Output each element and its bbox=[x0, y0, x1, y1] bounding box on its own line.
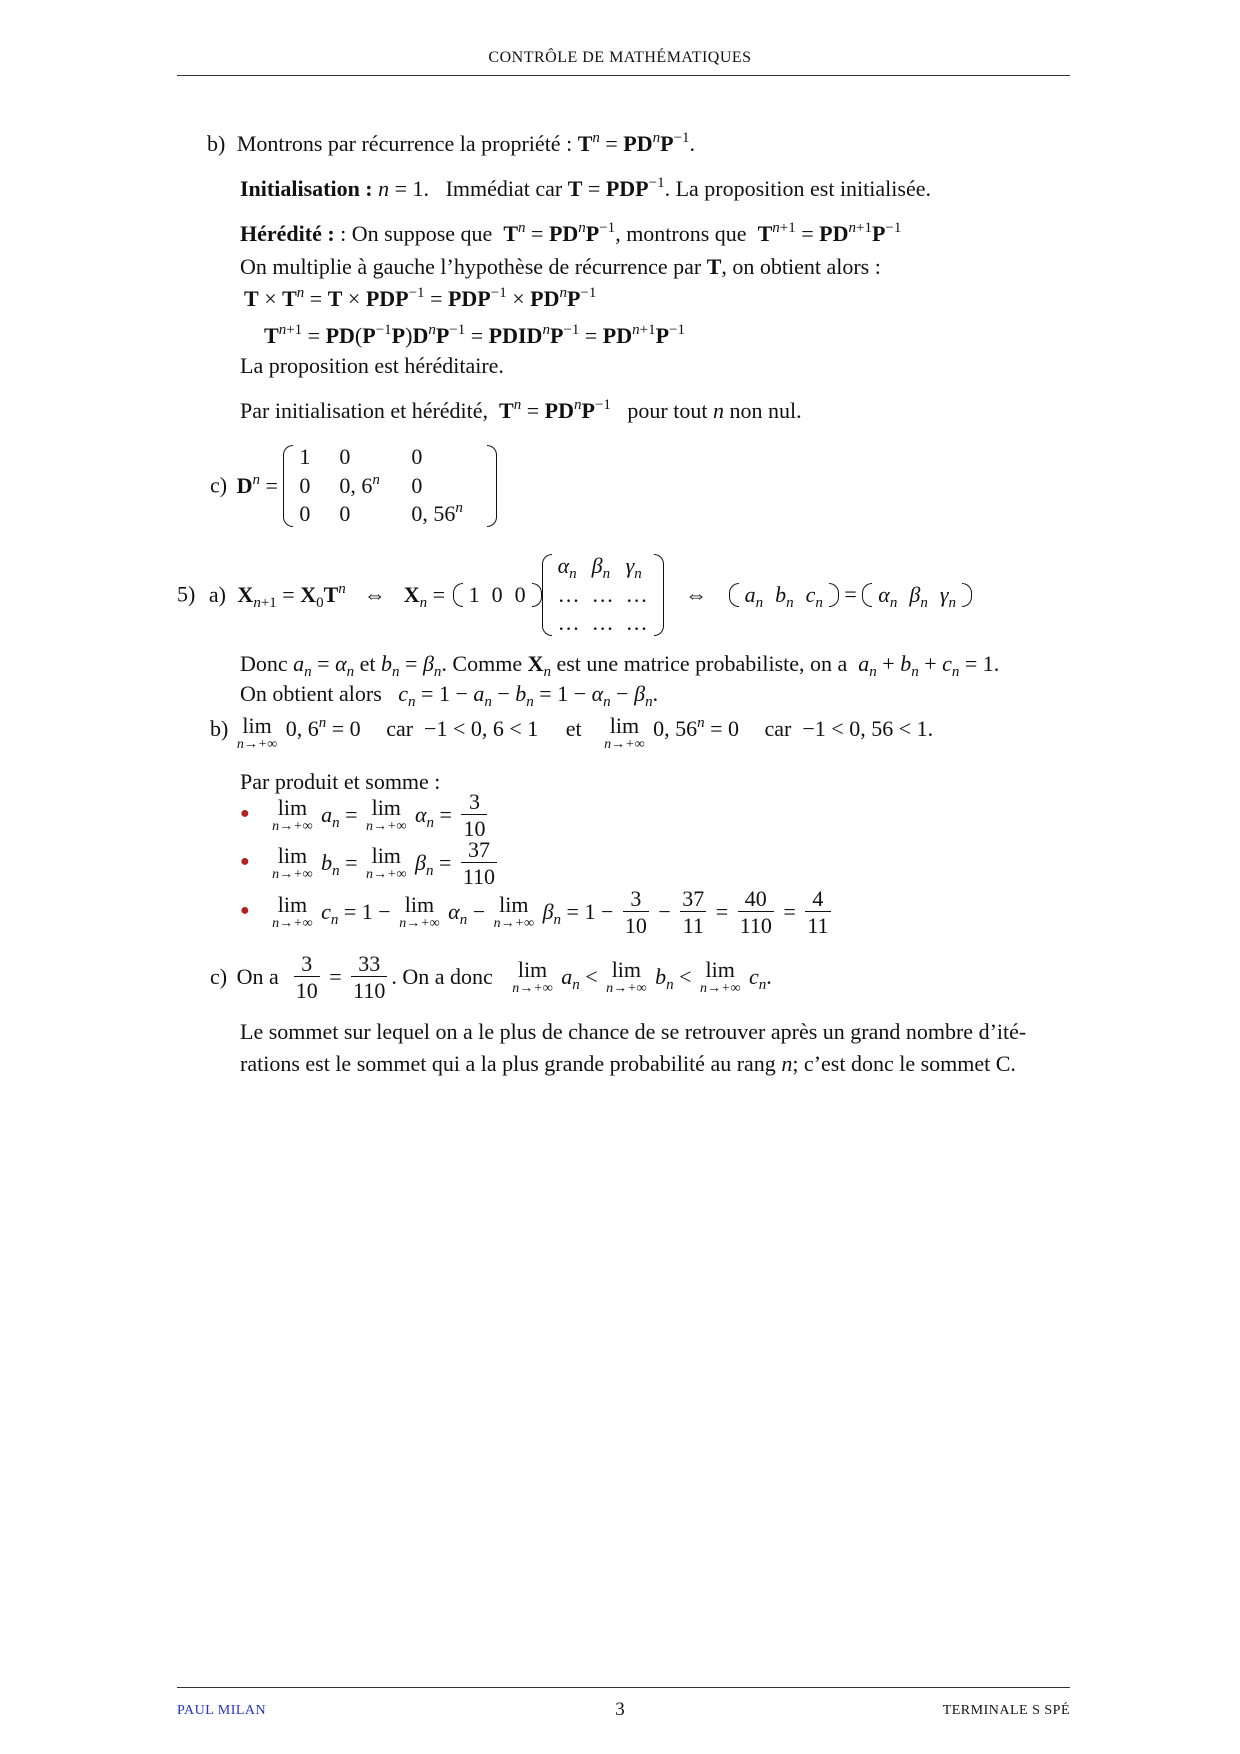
bullet-lim-b: ● lim n→+∞ $b_n$ = lim n→+∞ $\beta_n$ = $\frac{37}{110}$ bbox=[240, 837, 496, 890]
fraction-40-110: $\frac{40}{110}$ bbox=[739, 886, 772, 939]
multiply-end: , on obtient alors : bbox=[721, 254, 881, 279]
q5c-text-1: On a bbox=[236, 963, 279, 989]
bullet-icon: ● bbox=[240, 805, 250, 823]
donc-part-1: Donc bbox=[240, 651, 288, 676]
q5a-line: 5) a) $X_{n+1} = X_0T^n$ ⇔ $X_n$ = 1 0 0 $\alpha_n$ $\beta_n$ $\gamma_n$ … … … … … … ⇔ $a_n$ $b_n$ $c_n$ = $\alpha_n$ $\beta_n$ $\gamma_n$ bbox=[177, 552, 972, 638]
row-vector-alpha-beta-gamma: $\alpha_n$ $\beta_n$ $\gamma_n$ bbox=[862, 581, 972, 610]
lim-operator: lim n→+∞ bbox=[236, 713, 278, 752]
q5b-label: b) bbox=[210, 716, 229, 741]
lim-operator: lim n→+∞ bbox=[366, 794, 407, 834]
q5a-label: a) bbox=[208, 581, 226, 607]
matrix-dn: 1 0 0 0 0, 6$^n$ 0 0 0 0, 56$^n$ bbox=[283, 443, 497, 529]
car-word: car bbox=[386, 716, 414, 741]
dn-cell: 0 bbox=[411, 444, 423, 469]
matrix-tn: $\alpha_n$ $\beta_n$ $\gamma_n$ … … … … … … bbox=[542, 552, 664, 638]
lim-operator: lim n→+∞ bbox=[399, 891, 440, 931]
formula-tn-pdnp: $T^n = PD^nP^{-1}$. bbox=[577, 130, 696, 156]
heredite-label: Hérédité : bbox=[240, 221, 335, 246]
dots: … bbox=[625, 610, 648, 636]
lim-operator: lim n→+∞ bbox=[272, 794, 313, 834]
by-product-line: Par produit et somme : bbox=[240, 769, 441, 794]
q5c-line: c) On a $\frac{3}{10}$ = $\frac{33}{110}$ . On a donc lim n→+∞ $a_n$ < lim n→+∞ $b_n$ < lim n→+∞ $c_n$. bbox=[210, 951, 772, 1004]
initialisation-label: Initialisation : bbox=[240, 176, 373, 201]
donc-line: Donc $a_n = \alpha_n$ et $b_n = \beta_n$. Comme $X_n$ est une matrice probabiliste, on a $a_n + b_n + c_n = 1$. bbox=[240, 651, 1000, 680]
lim-operator: lim n→+∞ bbox=[493, 891, 535, 931]
dn-cell: 0 bbox=[299, 472, 311, 498]
donc-part-3: . Comme bbox=[441, 651, 523, 676]
bullet-lim-a: ● lim n→+∞ $a_n$ = lim n→+∞ $\alpha_n$ = $\frac{3}{10}$ bbox=[240, 789, 486, 842]
multiply-line: On multiplie à gauche l’hypothèse de récurrence par T, on obtient alors : bbox=[240, 254, 881, 279]
dn-cell: 0 bbox=[339, 444, 351, 469]
final-line-2-end: ; c’est donc le sommet C. bbox=[792, 1051, 1016, 1076]
fraction-3-10: $\frac{3}{10}$ bbox=[463, 789, 486, 842]
obtain-line: On obtient alors $c_n = 1 - a_n - b_n = 1 - \alpha_n - \beta_n$. bbox=[240, 681, 659, 710]
dn-cell: 0 bbox=[339, 501, 351, 527]
bullet-lim-c: ● lim n→+∞ $c_n = 1$ − lim n→+∞ $\alpha_n$ − lim n→+∞ $\beta_n = 1$ − $\frac{3}{10}$ − $\frac{37}{11}$ = $\frac{40}{110}$ = $\frac{4}{11}$ bbox=[240, 886, 829, 939]
bullet-icon: ● bbox=[240, 902, 250, 920]
x0-cell: 1 bbox=[468, 581, 480, 607]
dn-cell: 0, 56 bbox=[411, 501, 456, 527]
hereditary-line: La proposition est héréditaire. bbox=[240, 353, 504, 378]
heredite-line: Hérédité : : On suppose que $T^n = PD^nP^{-1}$, montrons que $T^{n+1} = PD^{n+1}P^{-1}$ bbox=[240, 220, 902, 246]
equation-line-2: $T^{n+1} = PD(P^{-1}P)D^nP^{-1}$ = $PDID^nP^{-1} = PD^{n+1}P^{-1}$ bbox=[264, 322, 686, 348]
donc-part-2: et bbox=[359, 651, 376, 676]
final-line-1: Le sommet sur lequel on a le plus de chance de se retrouver après un grand nombre d’ité- bbox=[240, 1019, 1027, 1044]
dn-cell: 0 bbox=[299, 501, 311, 527]
fraction-37-11: $\frac{37}{11}$ bbox=[682, 886, 705, 939]
dots: … bbox=[625, 581, 648, 607]
part-c-matrix-line: c) $D^n$ = 1 0 0 0 0, 6$^n$ 0 0 0 0, 56$^n$ bbox=[210, 443, 497, 529]
x0-cell: 0 bbox=[514, 581, 526, 607]
car-word: car bbox=[764, 716, 792, 741]
lim-operator: lim n→+∞ bbox=[366, 842, 407, 882]
final-line-2: rations est le sommet qui a la plus grande probabilité au rang n; c’est donc le sommet C. bbox=[240, 1051, 1016, 1076]
lim-operator: lim n→+∞ bbox=[512, 956, 553, 996]
lim-operator: lim n→+∞ bbox=[606, 956, 647, 996]
lim-operator: lim n→+∞ bbox=[272, 891, 313, 931]
conclusion-line: Par initialisation et hérédité, $T^n = PD^nP^{-1}$ pour tout n non nul. bbox=[240, 397, 802, 423]
q5c-label: c) bbox=[210, 963, 228, 989]
fraction-3-10: $\frac{3}{10}$ bbox=[295, 951, 318, 1004]
equation-line-1: $T \times T^n = T \times PDP^{-1} = PDP^{-1} \times PD^nP^{-1}$ bbox=[244, 285, 597, 311]
lim-operator: lim n→+∞ bbox=[272, 842, 313, 882]
q5c-text-2: . On a donc bbox=[391, 963, 493, 989]
donc-part-4: est une matrice probabiliste, on a bbox=[556, 651, 848, 676]
fraction-3-10: $\frac{3}{10}$ bbox=[624, 886, 647, 939]
q5-number: 5) bbox=[177, 581, 196, 607]
part-b-label: b) bbox=[207, 131, 226, 156]
dots: … bbox=[591, 581, 614, 607]
heredite-show: , montrons que bbox=[615, 221, 747, 246]
dn-cell: 1 bbox=[299, 444, 311, 469]
multiply-text: On multiplie à gauche l’hypothèse de récurrence par bbox=[240, 254, 702, 279]
part-c-label: c) bbox=[210, 472, 228, 498]
initialisation-conclusion: . La proposition est initialisée. bbox=[664, 176, 931, 201]
part-b-intro: Montrons par récurrence la propriété : bbox=[236, 131, 573, 156]
dots: … bbox=[557, 610, 580, 636]
footer-author: PAUL MILAN bbox=[177, 1703, 267, 1718]
footer-class: TERMINALE S SPÉ bbox=[942, 1703, 1070, 1718]
fraction-4-11: $\frac{4}{11}$ bbox=[807, 886, 829, 939]
bullet-icon: ● bbox=[240, 853, 250, 871]
footer-page-number: 3 bbox=[615, 1699, 625, 1720]
x0-cell: 0 bbox=[491, 581, 503, 607]
conclusion-part-1: Par initialisation et hérédité, bbox=[240, 398, 489, 423]
part-b-statement bbox=[207, 130, 695, 159]
heredite-text: : On suppose que bbox=[340, 221, 493, 246]
header-rule bbox=[177, 75, 1070, 76]
row-vector-x0 bbox=[453, 581, 542, 610]
dots: … bbox=[591, 610, 614, 636]
dots: … bbox=[557, 581, 580, 607]
conclusion-part-2: pour tout bbox=[627, 398, 708, 423]
dn-cell: 0, 6 bbox=[339, 472, 373, 498]
initialisation-line: Initialisation : n = 1. Immédiat car $T = PDP^{-1}$. La proposition est initialisée. bbox=[240, 175, 931, 201]
fraction-37-110: $\frac{37}{110}$ bbox=[462, 837, 496, 890]
final-line-2-text: rations est le sommet qui a la plus grande probabilité au rang bbox=[240, 1051, 776, 1076]
lim-operator: lim n→+∞ bbox=[604, 713, 645, 752]
footer-rule bbox=[177, 1687, 1070, 1688]
dn-cell: 0 bbox=[411, 472, 423, 498]
initialisation-text: Immédiat car bbox=[445, 176, 563, 201]
conclusion-part-3: non nul. bbox=[729, 398, 802, 423]
obtain-text: On obtient alors bbox=[240, 681, 382, 706]
lim-operator: lim n→+∞ bbox=[700, 956, 741, 996]
et-word: et bbox=[565, 716, 582, 741]
fraction-33-110: $\frac{33}{110}$ bbox=[353, 951, 386, 1004]
q5b-limits-line: b) lim n→+∞ 0, $6^n = 0$ car −1 < 0, 6 < 1 et lim n→+∞ 0, $56^n = 0$ car −1 < 0, 56 < 1. bbox=[210, 713, 934, 752]
row-vector-abc: $a_n$ $b_n$ $c_n$ bbox=[729, 581, 839, 610]
page-header-title: CONTRÔLE DE MATHÉMATIQUES bbox=[488, 49, 752, 66]
